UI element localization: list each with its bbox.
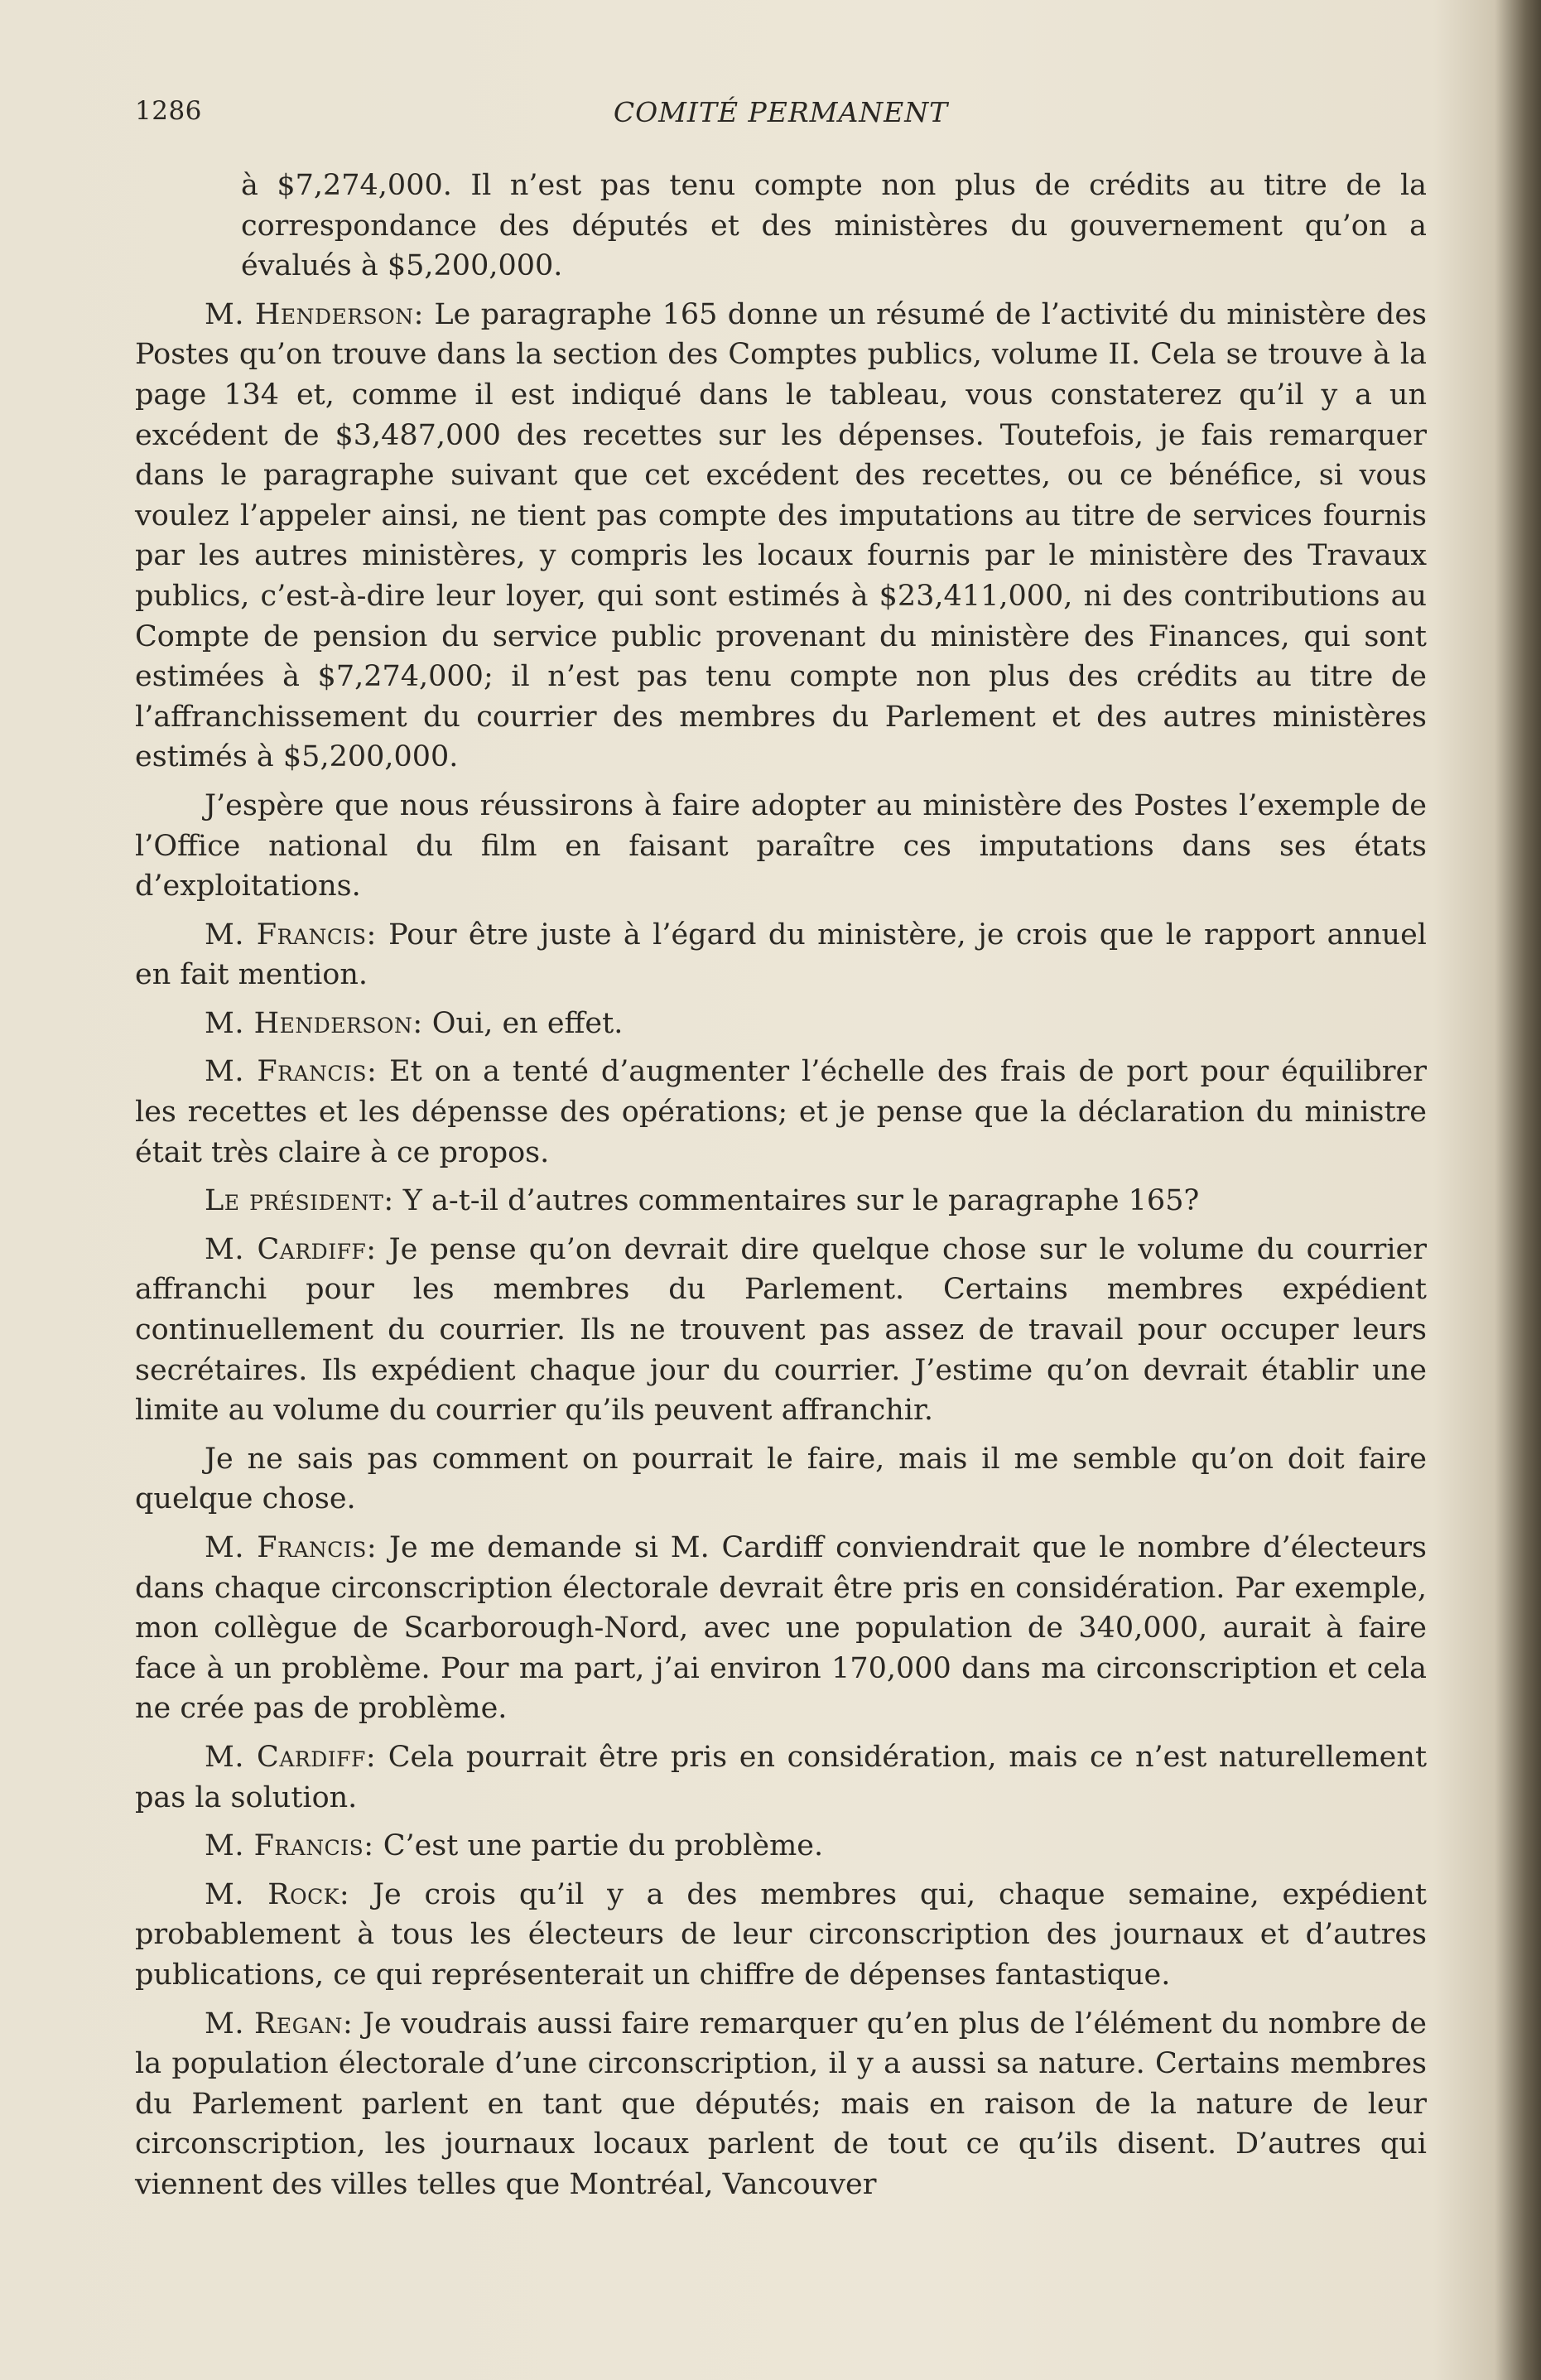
speaker-name: Le président: xyxy=(205,1184,394,1218)
speaker-name: M. Cardiff: xyxy=(205,1740,377,1774)
paragraph xyxy=(135,1052,1427,1173)
paragraph-text: Et on a tenté d’augmenter l’échelle des frais de port pour équilibrer les recettes et les dépensse des opérations; et je pense que la déclaration du ministre était très claire à ce propos. xyxy=(135,1055,1427,1169)
speaker-name: M. Regan: xyxy=(205,2007,354,2040)
paragraph-text: Le paragraphe 165 donne un résumé de l’activité du ministère des Postes qu’on trouve dans la section des Comptes publics, volume II. Cela se trouve à la page 134 et, comme il est indiqué dans le tableau, vous constaterez qu’il y a un excédent de $3,487,000 des recettes sur les dépenses. Toutefois, je fais remarquer dans le paragraphe suivant que cet excédent des recettes, ou ce bénéfice, si vous voulez l’appeler ainsi, ne tient pas compte des imputations au titre de services fournis par les autres ministères, y compris les locaux fournis par le ministère des Travaux publics, c’est-à-dire leur loyer, qui sont estimés à $23,411,000, ni des contributions au Compte de pension du service public provenant du ministère des Finances, qui sont estimées à $7,274,000; il n’est pas tenu compte non plus des crédits au titre de l’affranchissement du courrier des membres du Parlement et des autres ministères estimés à $5,200,000. xyxy=(135,297,1427,774)
running-title: COMITÉ PERMANENT xyxy=(613,96,949,128)
paragraph xyxy=(135,1439,1427,1520)
paragraph xyxy=(135,1230,1427,1431)
page-number: 1286 xyxy=(135,96,202,126)
paragraph-text: Je pense qu’on devrait dire quelque chose sur le volume du courrier affranchi pour les membres du Parlement. Certains membres expédient continuellement du courrier. Ils ne trouvent pas assez de travail pour occuper leurs secrétaires. Ils expédient chaque jour du courrier. J’estime qu’on devrait établir une limite au volume du courrier qu’ils peuvent affranchir. xyxy=(135,1232,1427,1428)
body-text xyxy=(135,166,1427,2214)
paragraph xyxy=(135,295,1427,778)
paragraph xyxy=(135,1737,1427,1818)
paragraph xyxy=(135,1004,1427,1044)
paragraph xyxy=(135,1875,1427,1996)
speaker-name: M. Henderson: xyxy=(205,1006,423,1040)
page-header xyxy=(135,96,1427,137)
speaker-name: M. Francis: xyxy=(205,1531,378,1564)
speaker-name: M. Cardiff: xyxy=(205,1232,377,1266)
paragraph xyxy=(135,1181,1427,1221)
speaker-name: M. Rock: xyxy=(205,1877,350,1911)
speaker-name: M. Francis: xyxy=(205,1055,378,1089)
paragraph xyxy=(135,1528,1427,1729)
paragraph-text: Y a-t-il d’autres commentaires sur le paragraphe 165? xyxy=(393,1184,1200,1218)
paragraph-continuation xyxy=(135,166,1427,287)
paragraph-text: Je me demande si M. Cardiff conviendrait que le nombre d’électeurs dans chaque circonscription électorale devrait être pris en considération. Par exemple, mon collègue de Scarborough-Nord, avec une population de 340,000, aurait à faire face à un problème. Pour ma part, j’ai environ 170,000 dans ma circonscription et cela ne crée pas de problème. xyxy=(135,1531,1427,1726)
paragraph-text: Je voudrais aussi faire remarquer qu’en plus de l’élément du nombre de la population électorale d’une circonscription, il y a aussi sa nature. Certains membres du Parlement parlent en tant que députés; mais en raison de la nature de leur circonscription, les journaux locaux parlent de tout ce qu’ils disent. D’autres qui viennent des villes telles que Montréal, Vancouver xyxy=(135,2007,1428,2201)
paragraph-text: J’espère que nous réussirons à faire adopter au ministère des Postes l’exemple de l’Office national du film en faisant paraître ces imputations dans ses états d’exploitations. xyxy=(135,788,1427,903)
paragraph-text: Cela pourrait être pris en considération, mais ce n’est naturellement pas la solution. xyxy=(135,1740,1428,1814)
paragraph-text: Je crois qu’il y a des membres qui, chaque semaine, expédient probablement à tous les électeurs de leur circonscription des journaux et d’autres publications, ce qui représenterait un chiffre de dépenses fantastique. xyxy=(135,1877,1427,1992)
paragraph-text: Je ne sais pas comment on pourrait le faire, mais il me semble qu’on doit faire quelque chose. xyxy=(135,1442,1427,1516)
paragraph xyxy=(135,786,1427,907)
speaker-name: M. Francis: xyxy=(205,1829,374,1863)
paragraph xyxy=(135,2004,1427,2205)
speaker-name: M. Henderson: xyxy=(205,297,424,331)
speaker-name: M. Francis: xyxy=(205,918,377,952)
paragraph-text: Pour être juste à l’égard du ministère, je crois que le rapport annuel en fait mention. xyxy=(135,918,1427,992)
paragraph xyxy=(135,1826,1427,1867)
paragraph-text: C’est une partie du problème. xyxy=(373,1829,824,1863)
paragraph-text: Oui, en effet. xyxy=(422,1006,624,1040)
paragraph xyxy=(135,915,1427,995)
paragraph-text: à $7,274,000. Il n’est pas tenu compte non plus de crédits au titre de la correspondance des députés et des ministères du gouvernement qu’on a évalués à $5,200,000. xyxy=(241,169,1427,283)
